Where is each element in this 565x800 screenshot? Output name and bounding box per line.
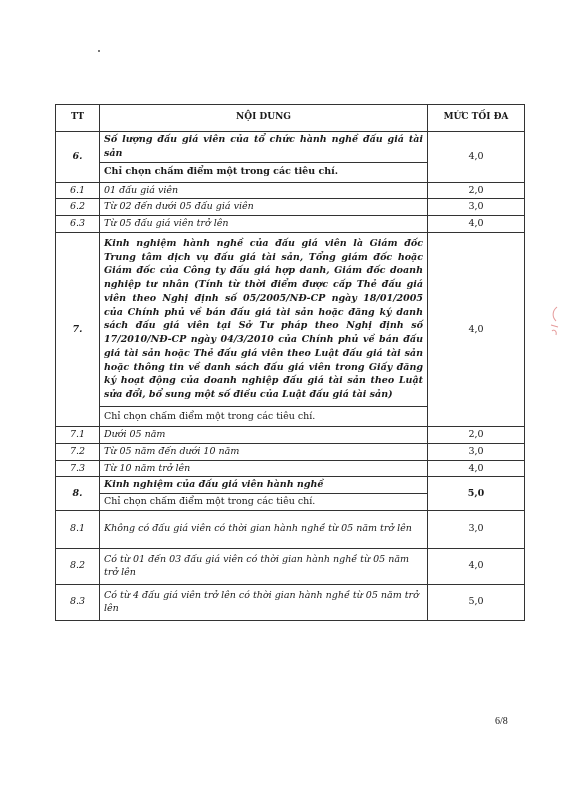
section-title: Kinh nghiệm của đấu giá viên hành nghề xyxy=(100,477,428,494)
item-text: Có từ 01 đến 03 đấu giá viên có thời gian hành nghề từ 05 năm trở lên xyxy=(100,548,428,584)
section-max-score: 5,0 xyxy=(428,477,525,511)
item-number: 6.2 xyxy=(56,199,100,216)
item-text: Không có đấu giá viên có thời gian hành nghề từ 05 năm trở lên xyxy=(100,510,428,548)
table-row xyxy=(56,199,525,216)
table-row xyxy=(56,427,525,444)
item-score: 4,0 xyxy=(428,460,525,477)
table-row xyxy=(56,182,525,199)
red-stamp-fragment-icon xyxy=(548,305,560,337)
item-score: 4,0 xyxy=(428,548,525,584)
table-row xyxy=(56,460,525,477)
table-row xyxy=(56,443,525,460)
section-note: Chỉ chọn chấm điểm một trong các tiêu chí. xyxy=(100,494,428,511)
section-title: Kinh nghiệm hành nghề của đấu giá viên là Giám đốc Trung tâm dịch vụ đấu giá tài sản, Tổng giám đốc hoặc Giám đốc của Công ty đấu giá hợp danh, Giám đốc doanh nghiệp tư nhân (Tính từ thời điểm được cấp Thẻ đấu giá viên theo Nghị định số 05/2005/NĐ-CP ngày 18/01/2005 của Chính phủ về bán đấu giá tài sản hoặc đăng ký danh sách đấu giá viên tại Sở Tư pháp theo Nghị định số 17/2010/NĐ-CP ngày 04/3/2010 của Chính phủ về bán đấu giá tài sản hoặc Thẻ đấu giá viên theo Luật đấu giá tài sản hoặc thông tin về danh sách đấu giá viên trong Giấy đăng ký hoạt động của doanh nghiệp đấu giá tài sản theo Luật sửa đổi, bổ sung một số điều của Luật đấu giá tài sản) xyxy=(100,232,428,406)
section-row xyxy=(56,232,525,406)
item-score: 4,0 xyxy=(428,216,525,233)
item-text: Từ 05 năm đến dưới 10 năm xyxy=(100,443,428,460)
item-score: 3,0 xyxy=(428,443,525,460)
item-number: 8.3 xyxy=(56,584,100,620)
item-number: 7.3 xyxy=(56,460,100,477)
item-text: Có từ 4 đấu giá viên trở lên có thời gian hành nghề từ 05 năm trở lên xyxy=(100,584,428,620)
item-number: 7.2 xyxy=(56,443,100,460)
section-row xyxy=(56,477,525,494)
header-tt: TT xyxy=(56,105,100,132)
criteria-table xyxy=(55,104,525,621)
item-text: Dưới 05 năm xyxy=(100,427,428,444)
table-row xyxy=(56,216,525,233)
header-content: NỘI DUNG xyxy=(100,105,428,132)
section-number: 8. xyxy=(56,477,100,511)
section-number: 7. xyxy=(56,232,100,426)
page-number: 6/8 xyxy=(495,716,508,727)
scan-speck xyxy=(98,50,100,52)
item-score: 5,0 xyxy=(428,584,525,620)
item-score: 3,0 xyxy=(428,510,525,548)
section-row xyxy=(56,132,525,163)
item-text: Từ 05 đấu giá viên trở lên xyxy=(100,216,428,233)
item-text: Từ 02 đến dưới 05 đấu giá viên xyxy=(100,199,428,216)
item-score: 2,0 xyxy=(428,182,525,199)
item-number: 6.1 xyxy=(56,182,100,199)
item-number: 6.3 xyxy=(56,216,100,233)
item-number: 7.1 xyxy=(56,427,100,444)
item-text: 01 đấu giá viên xyxy=(100,182,428,199)
item-text: Từ 10 năm trở lên xyxy=(100,460,428,477)
section-max-score: 4,0 xyxy=(428,132,525,183)
section-note: Chỉ chọn chấm điểm một trong các tiêu chí. xyxy=(100,407,428,427)
section-title: Số lượng đấu giá viên của tổ chức hành nghề đấu giá tài sản xyxy=(100,132,428,163)
item-score: 2,0 xyxy=(428,427,525,444)
header-max: MỨC TỐI ĐA xyxy=(428,105,525,132)
table-row xyxy=(56,510,525,548)
section-number: 6. xyxy=(56,132,100,183)
section-note: Chỉ chọn chấm điểm một trong các tiêu chí. xyxy=(100,162,428,182)
section-max-score: 4,0 xyxy=(428,232,525,426)
item-score: 3,0 xyxy=(428,199,525,216)
item-number: 8.1 xyxy=(56,510,100,548)
table-header-row xyxy=(56,105,525,132)
table-row xyxy=(56,584,525,620)
table-row xyxy=(56,548,525,584)
item-number: 8.2 xyxy=(56,548,100,584)
